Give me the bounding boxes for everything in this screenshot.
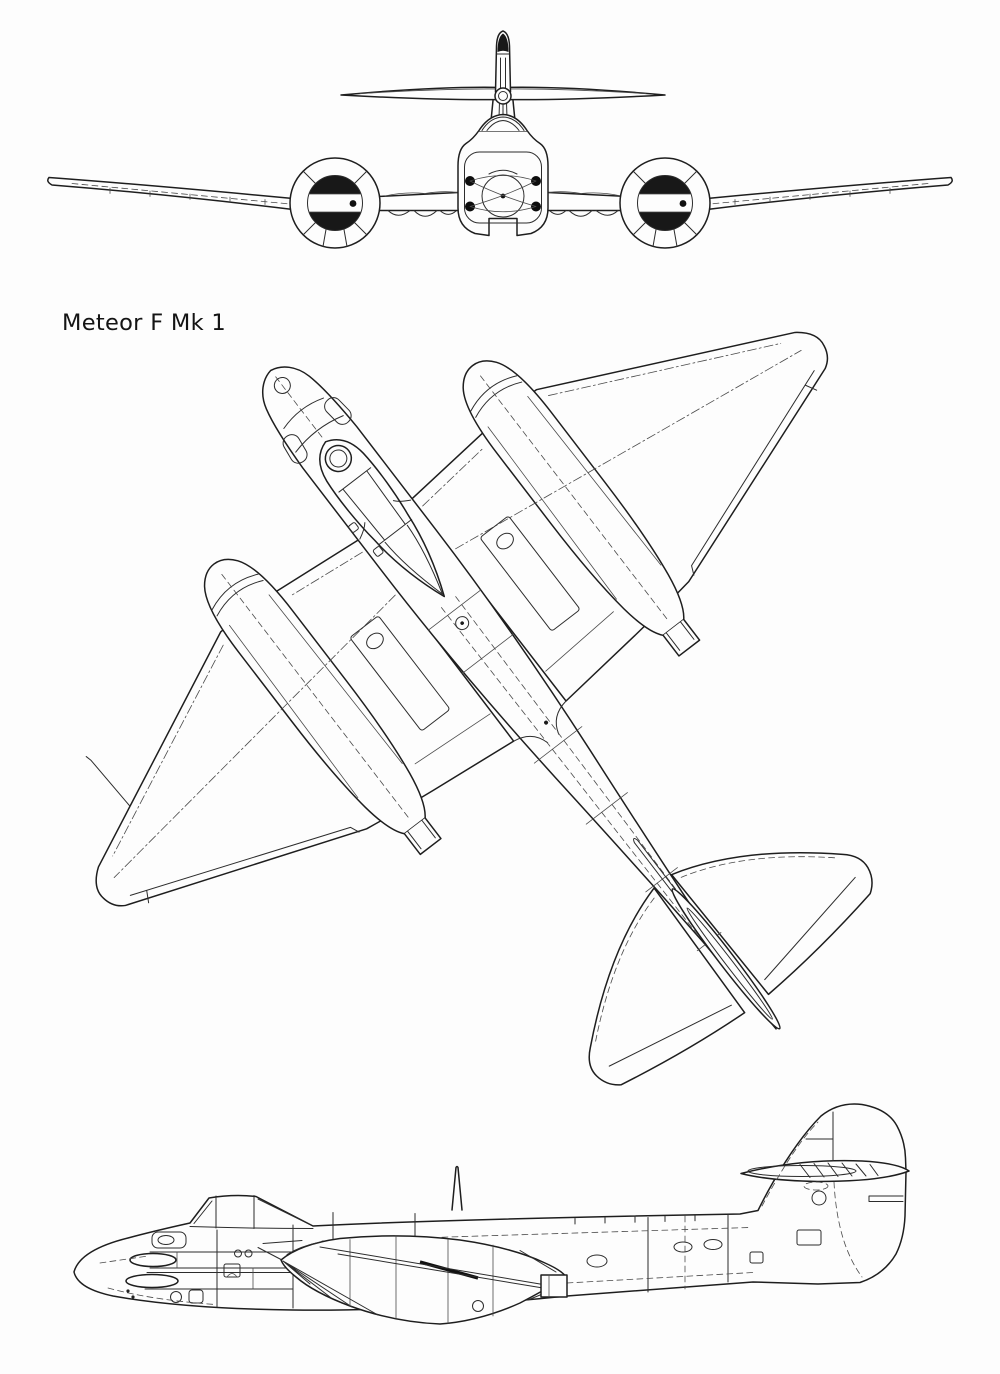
front-right-engine-nacelle: [620, 158, 710, 248]
front-left-engine-nacelle: [290, 158, 380, 248]
wing-root-fairing: [541, 1275, 567, 1297]
drawing-title: Meteor F Mk 1: [62, 310, 226, 336]
side-view: [74, 1104, 909, 1324]
front-fuselage: [458, 115, 548, 236]
pitot-tube: [86, 754, 130, 809]
front-view: [48, 31, 952, 248]
aerial-mast: [452, 1167, 462, 1211]
